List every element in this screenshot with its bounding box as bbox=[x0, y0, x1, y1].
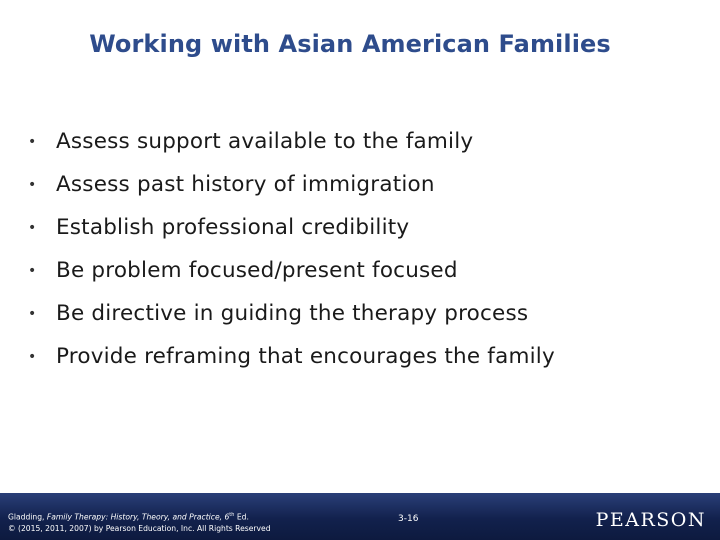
citation-author: Gladding, bbox=[8, 512, 47, 522]
bullet-glyph: • bbox=[28, 262, 37, 279]
copyright-line: © (2015, 2011, 2007) by Pearson Education, Inc. All Rights Reserved bbox=[8, 523, 271, 533]
bullet-item bbox=[28, 292, 555, 335]
bullet-glyph: • bbox=[28, 348, 37, 365]
footer-citation bbox=[8, 510, 271, 534]
bullet-text: Establish professional credibility bbox=[56, 215, 410, 240]
bullet-glyph: • bbox=[28, 176, 37, 193]
citation-edition-sup: th bbox=[229, 512, 235, 518]
citation-book-title: Family Therapy: History, Theory, and Practice, 6 bbox=[46, 512, 230, 522]
citation-edition-suffix: Ed. bbox=[234, 512, 249, 522]
bullet-list bbox=[28, 120, 555, 378]
bullet-item bbox=[28, 206, 555, 249]
pearson-logo: PEARSON bbox=[595, 509, 706, 531]
bullet-glyph: • bbox=[28, 133, 37, 150]
bullet-text: Provide reframing that encourages the family bbox=[56, 344, 555, 369]
slide-title: Working with Asian American Families bbox=[89, 30, 611, 58]
bullet-item bbox=[28, 120, 555, 163]
bullet-text: Be problem focused/present focused bbox=[56, 258, 458, 283]
bullet-item bbox=[28, 249, 555, 292]
bullet-glyph: • bbox=[28, 305, 37, 322]
citation-line bbox=[8, 510, 271, 523]
bullet-text: Assess past history of immigration bbox=[56, 172, 435, 197]
bullet-text: Be directive in guiding the therapy process bbox=[56, 301, 529, 326]
page-number: 3-16 bbox=[398, 514, 419, 524]
bullet-text: Assess support available to the family bbox=[56, 129, 474, 154]
bullet-item bbox=[28, 335, 555, 378]
bullet-glyph: • bbox=[28, 219, 37, 236]
bullet-item bbox=[28, 163, 555, 206]
